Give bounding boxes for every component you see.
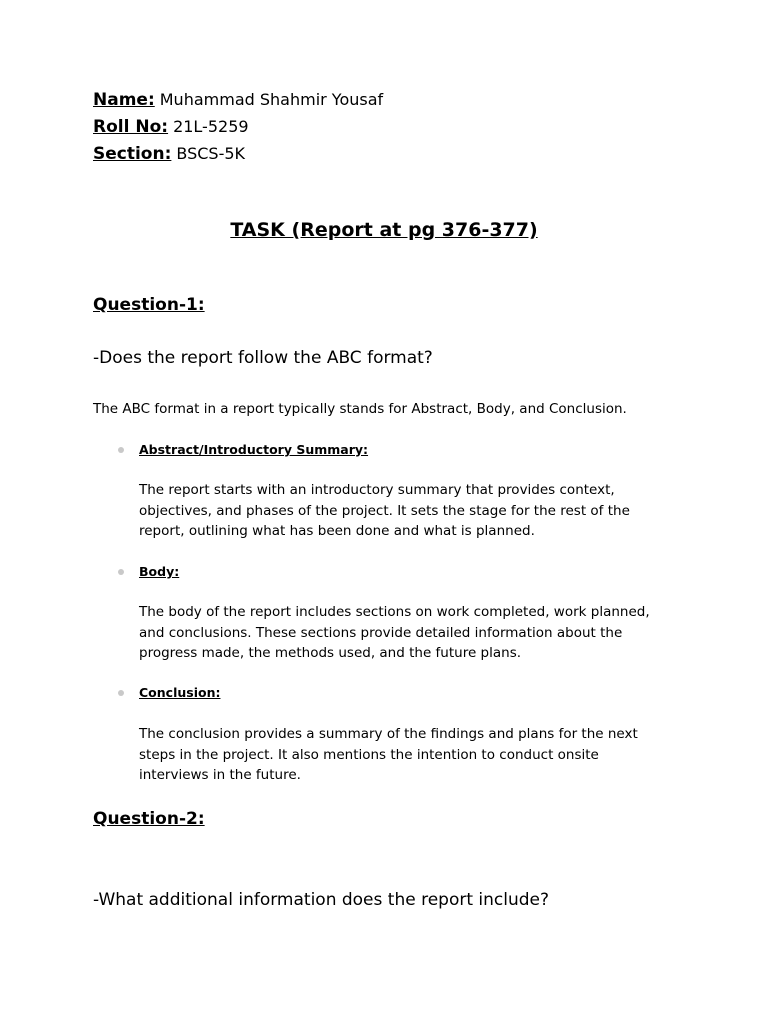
abstract-text: The report starts with an introductory summary that provides context, objectives, and phases of the project. It sets the stage for the rest of the report, outlining what has been done and what is planned. xyxy=(139,482,630,539)
roll-value: 21L-5259 xyxy=(173,117,249,136)
name-line xyxy=(93,90,383,110)
conclusion-heading: Conclusion: xyxy=(139,685,221,700)
name-value: Muhammad Shahmir Yousaf xyxy=(159,90,384,109)
section-value: BSCS-5K xyxy=(176,144,246,163)
question-2-prompt: -What additional information does the report include? xyxy=(93,890,550,910)
bullet-icon xyxy=(118,447,124,453)
body-heading: Body: xyxy=(139,564,180,579)
page-title: TASK (Report at pg 376-377) xyxy=(230,219,538,241)
body-text: The body of the report includes sections on work completed, work planned, and conclusions. These sections provide detailed information about the progress made, the methods used, and the future plans. xyxy=(139,604,650,661)
section-label: Section: xyxy=(93,144,172,164)
question-1-heading: Question-1: xyxy=(93,295,205,315)
abstract-heading: Abstract/Introductory Summary: xyxy=(139,442,369,457)
section-line xyxy=(93,144,245,164)
bullet-icon xyxy=(118,690,124,696)
question-2-heading: Question-2: xyxy=(93,809,205,829)
roll-line xyxy=(93,117,249,137)
conclusion-text: The conclusion provides a summary of the findings and plans for the next steps in the project. It also mentions the intention to conduct onsite interviews in the future. xyxy=(139,726,638,783)
bullet-icon xyxy=(118,569,124,575)
roll-label: Roll No: xyxy=(93,117,169,137)
question-1-intro: The ABC format in a report typically stands for Abstract, Body, and Conclusion. xyxy=(93,401,627,417)
name-label: Name: xyxy=(93,90,155,110)
question-1-prompt: -Does the report follow the ABC format? xyxy=(93,348,433,368)
